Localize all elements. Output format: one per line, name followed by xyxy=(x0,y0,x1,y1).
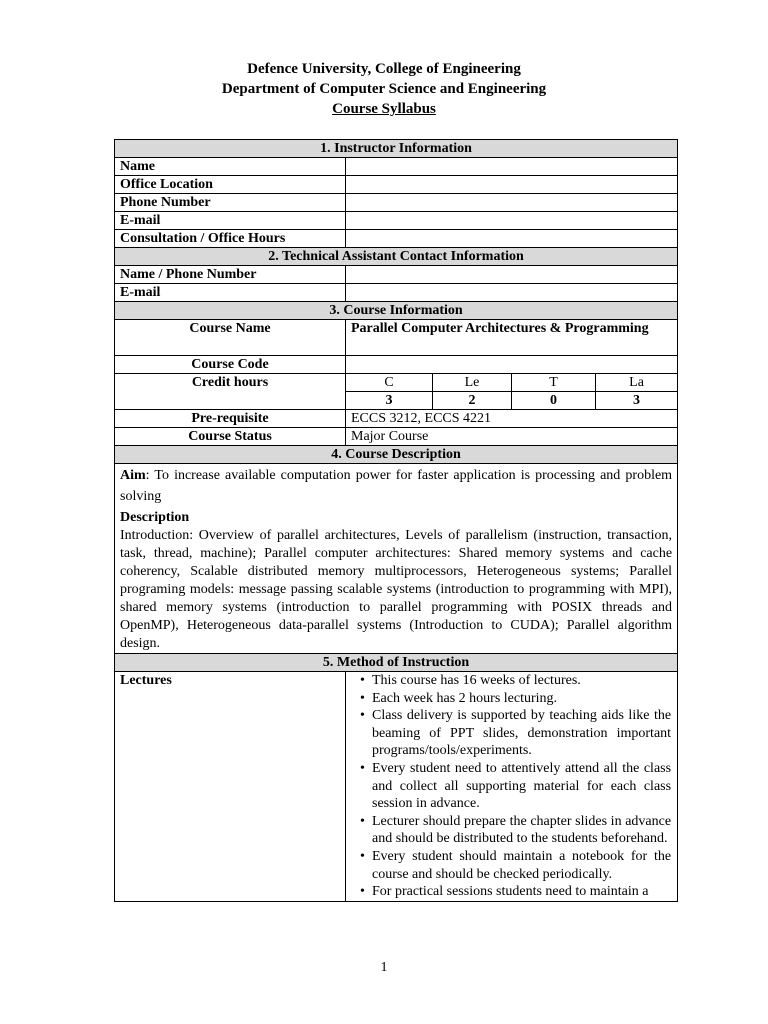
aim-text: : To increase available computation power for faster application is processing and problem solving xyxy=(120,468,673,504)
course-description-cell xyxy=(115,464,678,654)
credit-value-le: 2 xyxy=(433,392,512,410)
value-ta-name-phone[interactable] xyxy=(346,266,678,284)
label-office-location: Office Location xyxy=(115,176,346,194)
label-lectures: Lectures xyxy=(115,672,346,902)
description-label: Description xyxy=(120,510,190,525)
label-prerequisite: Pre-requisite xyxy=(115,410,346,428)
credit-header-c: C xyxy=(346,374,433,392)
list-item: • Every student need to attentively attend all the class and collect all supporting material for each class session in advance. xyxy=(352,760,671,813)
value-course-name: Parallel Computer Architectures & Programming xyxy=(346,320,678,356)
lectures-details xyxy=(346,672,678,902)
syllabus-table xyxy=(114,139,678,902)
credit-header-la: La xyxy=(596,374,678,392)
credit-value-c: 3 xyxy=(346,392,433,410)
section-instructor-info: 1. Instructor Information xyxy=(115,140,678,158)
label-course-status: Course Status xyxy=(115,428,346,446)
value-office-hours[interactable] xyxy=(346,230,678,248)
label-course-code: Course Code xyxy=(115,356,346,374)
list-item: • Class delivery is supported by teaching aids like the beaming of PPT slides, demonstration important programs/tools/experiments. xyxy=(352,707,671,760)
page-number: 1 xyxy=(380,960,388,975)
label-course-name: Course Name xyxy=(115,320,346,356)
value-prerequisite: ECCS 3212, ECCS 4221 xyxy=(346,410,678,428)
label-credit-hours: Credit hours xyxy=(115,374,346,410)
value-name[interactable] xyxy=(346,158,678,176)
university-title: Defence University, College of Engineering xyxy=(247,61,521,77)
lecture-bullet-list xyxy=(352,672,671,901)
description-text: Introduction: Overview of parallel architectures, Levels of parallelism (instruction, transaction, task, thread, machine); Parallel computer architectures: Shared memory systems and cache coherency, Scalable distributed memory multiprocessors, Heterogeneous systems; Parallel programing models: message passing scalable systems (introduction to programming with MPI), shared memory systems (introduction to parallel programming with POSIX threads and OpenMP), Heterogeneous data-parallel systems (Introduction to CUDA); Parallel algorithm design. xyxy=(120,528,673,651)
section-method-of-instruction: 5. Method of Instruction xyxy=(115,654,678,672)
department-title: Department of Computer Science and Engineering xyxy=(221,81,547,97)
value-phone-number[interactable] xyxy=(346,194,678,212)
label-email: E-mail xyxy=(115,212,346,230)
credit-value-t: 0 xyxy=(512,392,596,410)
section-ta-info: 2. Technical Assistant Contact Information xyxy=(115,248,678,266)
value-office-location[interactable] xyxy=(346,176,678,194)
label-ta-name-phone: Name / Phone Number xyxy=(115,266,346,284)
list-item: • For practical sessions students need to maintain a xyxy=(352,883,671,901)
aim-label: Aim xyxy=(120,468,146,483)
label-name: Name xyxy=(115,158,346,176)
credit-header-t: T xyxy=(512,374,596,392)
document-header xyxy=(0,59,768,119)
section-course-info: 3. Course Information xyxy=(115,302,678,320)
value-course-code[interactable] xyxy=(346,356,678,374)
credit-header-le: Le xyxy=(433,374,512,392)
label-office-hours: Consultation / Office Hours xyxy=(115,230,346,248)
list-item: • Every student should maintain a notebook for the course and should be checked periodically. xyxy=(352,848,671,883)
list-item: • Lecturer should prepare the chapter slides in advance and should be distributed to the students beforehand. xyxy=(352,813,671,848)
credit-value-la: 3 xyxy=(596,392,678,410)
syllabus-title: Course Syllabus xyxy=(332,101,436,117)
label-ta-email: E-mail xyxy=(115,284,346,302)
section-course-description: 4. Course Description xyxy=(115,446,678,464)
list-item: • This course has 16 weeks of lectures. xyxy=(352,672,671,690)
label-phone-number: Phone Number xyxy=(115,194,346,212)
value-course-status: Major Course xyxy=(346,428,678,446)
value-ta-email[interactable] xyxy=(346,284,678,302)
list-item: • Each week has 2 hours lecturing. xyxy=(352,690,671,708)
value-email[interactable] xyxy=(346,212,678,230)
